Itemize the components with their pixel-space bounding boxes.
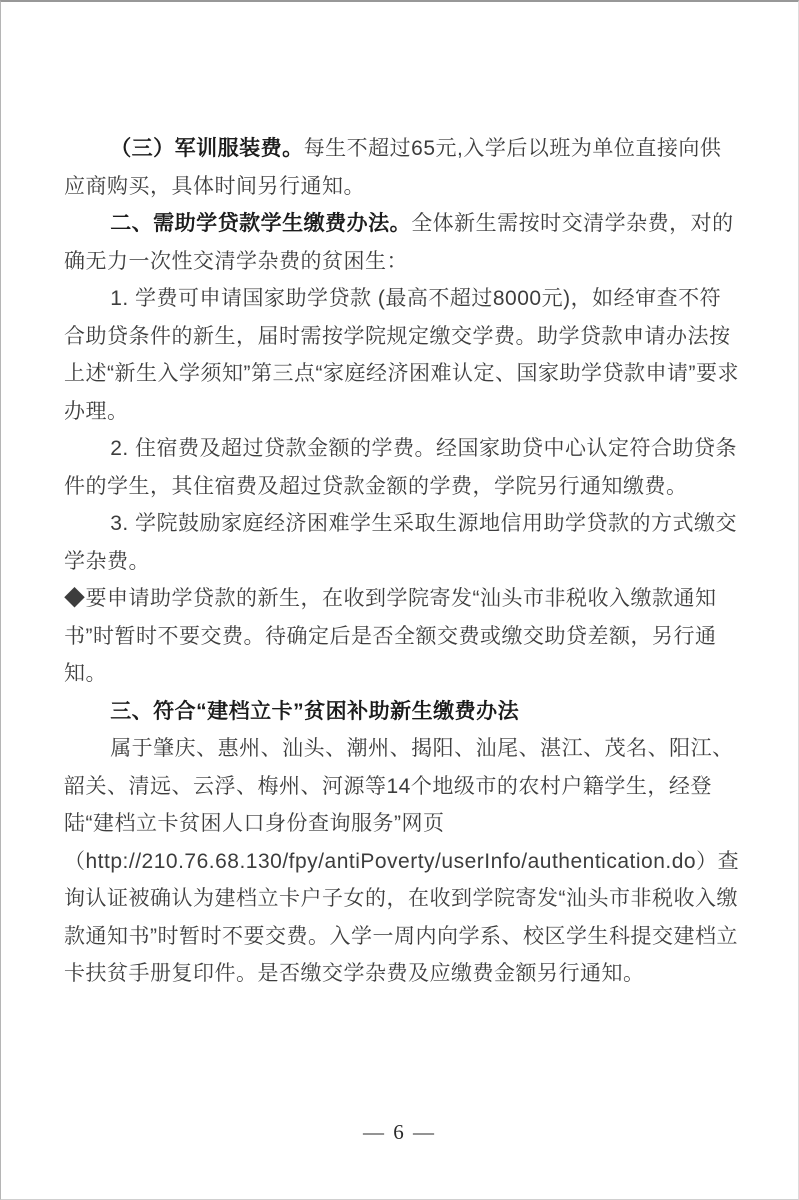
paragraph-heading-text: （三）军训服装费。	[110, 137, 304, 160]
paragraph	[64, 280, 740, 430]
paragraph-text: 3. 学院鼓励家庭经济困难学生采取生源地信用助学贷款的方式缴交学杂费。	[64, 512, 738, 573]
paragraph	[64, 580, 740, 693]
paragraph	[64, 430, 740, 505]
paragraph-text: 全体新生需按时交清学杂费，对的确无力一次性交清学杂费的贫困生：	[64, 212, 734, 273]
paragraph-heading-text: 二、需助学贷款学生缴费办法。	[110, 212, 412, 235]
paragraph	[64, 205, 740, 280]
paragraph	[64, 130, 740, 205]
paragraph-text: ◆要申请助学贷款的新生，在收到学院寄发“汕头市非税收入缴款通知书”时暂时不要交费。待确定后是否全额交费或缴交助贷差额，另行通知。	[64, 587, 717, 685]
paragraph	[64, 730, 740, 993]
page-number: — 6 —	[363, 1120, 436, 1144]
paragraph	[64, 505, 740, 580]
paragraph-text: 属于肇庆、惠州、汕头、潮州、揭阳、汕尾、湛江、茂名、阳江、韶关、清远、云浮、梅州、河源等14个地级市的农村户籍学生，经登陆“建档立卡贫困人口身份查询服务”网页（http://210.76.68.130/fpy/antiPoverty/userInfo/authentication.do）查询认证被确认为建档立卡户子女的，在收到学院寄发“汕头市非税收入缴款通知书”时暂时不要交费。入学一周内向学系、校区学生科提交建档立卡扶贫手册复印件。是否缴交学杂费及应缴费金额另行通知。	[64, 737, 740, 985]
paragraph-heading-text: 三、符合“建档立卡”贫困补助新生缴费办法	[110, 699, 520, 723]
paragraph	[64, 693, 740, 731]
paragraph-text: 1. 学费可申请国家助学贷款 (最高不超过8000元)，如经审查不符合助贷条件的新生，届时需按学院规定缴交学费。助学贷款申请办法按上述“新生入学须知”第三点“家庭经济困难认定、国家助学贷款申请”要求办理。	[64, 287, 739, 423]
document-body	[64, 130, 740, 993]
paragraph-text: 2. 住宿费及超过贷款金额的学费。经国家助贷中心认定符合助贷条件的学生，其住宿费及超过贷款金额的学费，学院另行通知缴费。	[64, 437, 738, 498]
paragraph-text: 每生不超过65元,入学后以班为单位直接向供应商购买，具体时间另行通知。	[64, 137, 722, 198]
